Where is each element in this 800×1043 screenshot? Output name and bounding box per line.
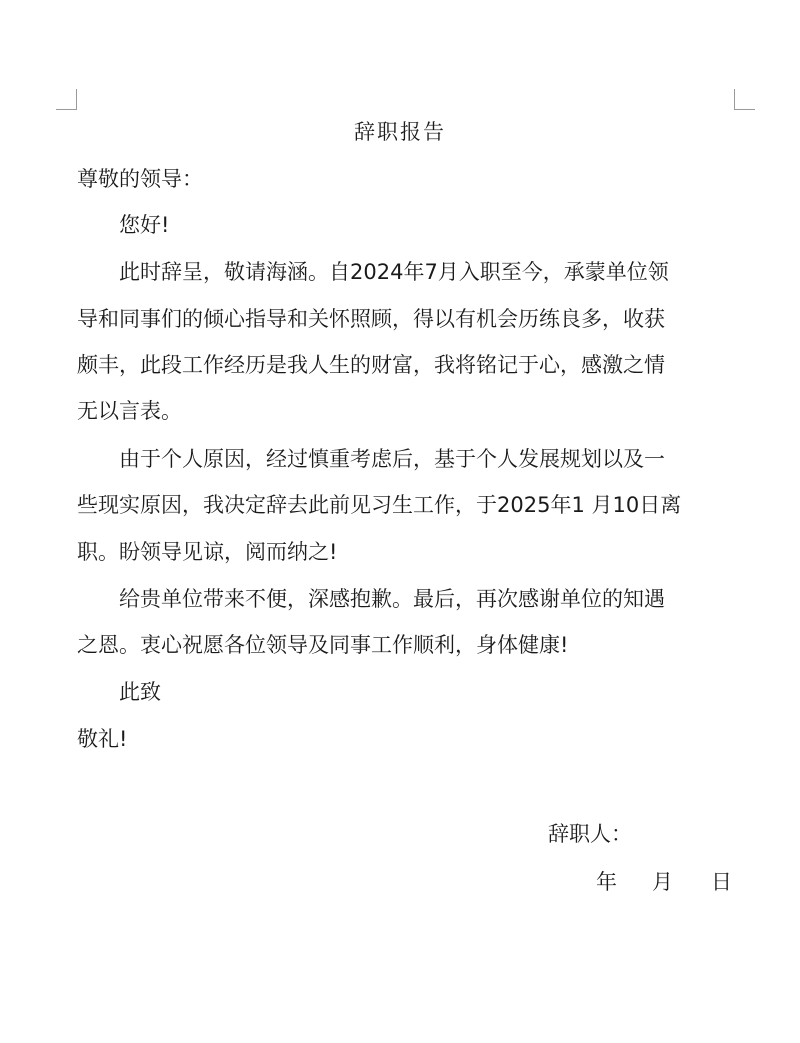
date-year: 年 [596,870,617,894]
document-title: 辞职报告 [354,120,446,144]
paragraph-2-line-1: 由于个人原因，经过慎重考虑后，基于个人发展规划以及一 [119,447,665,471]
paragraph-1-line-2: 导和同事们的倾心指导和关怀照顾，得以有机会历练良多，收获 [77,307,665,331]
salutation: 尊敬的领导： [77,167,203,191]
date-month: 月 [652,870,673,894]
signature-label: 辞职人： [548,822,632,846]
paragraph-2-line-3: 职。盼领导见谅，阅而纳之! [77,540,338,564]
paragraph-3-line-1: 给贵单位带来不便，深感抱歉。最后，再次感谢单位的知遇 [119,587,665,611]
paragraph-2-line-2: 些现实原因，我决定辞去此前见习生工作，于2025年1 月10日离 [77,493,682,517]
date-day: 日 [711,870,732,894]
closing-regards: 此致 [119,680,161,704]
paragraph-1-line-3: 颇丰，此段工作经历是我人生的财富，我将铭记于心，感激之情 [77,353,665,377]
closing-salute: 敬礼! [77,727,128,751]
crop-mark-top-right [734,89,755,110]
paragraph-1-line-4: 无以言表。 [77,399,182,423]
greeting: 您好! [119,213,170,237]
crop-mark-top-left [56,89,77,110]
paragraph-1-line-1: 此时辞呈，敬请海涵。自2024年7月入职至今，承蒙单位领 [119,260,669,284]
paragraph-3-line-2: 之恩。衷心祝愿各位领导及同事工作顺利，身体健康! [77,633,569,657]
